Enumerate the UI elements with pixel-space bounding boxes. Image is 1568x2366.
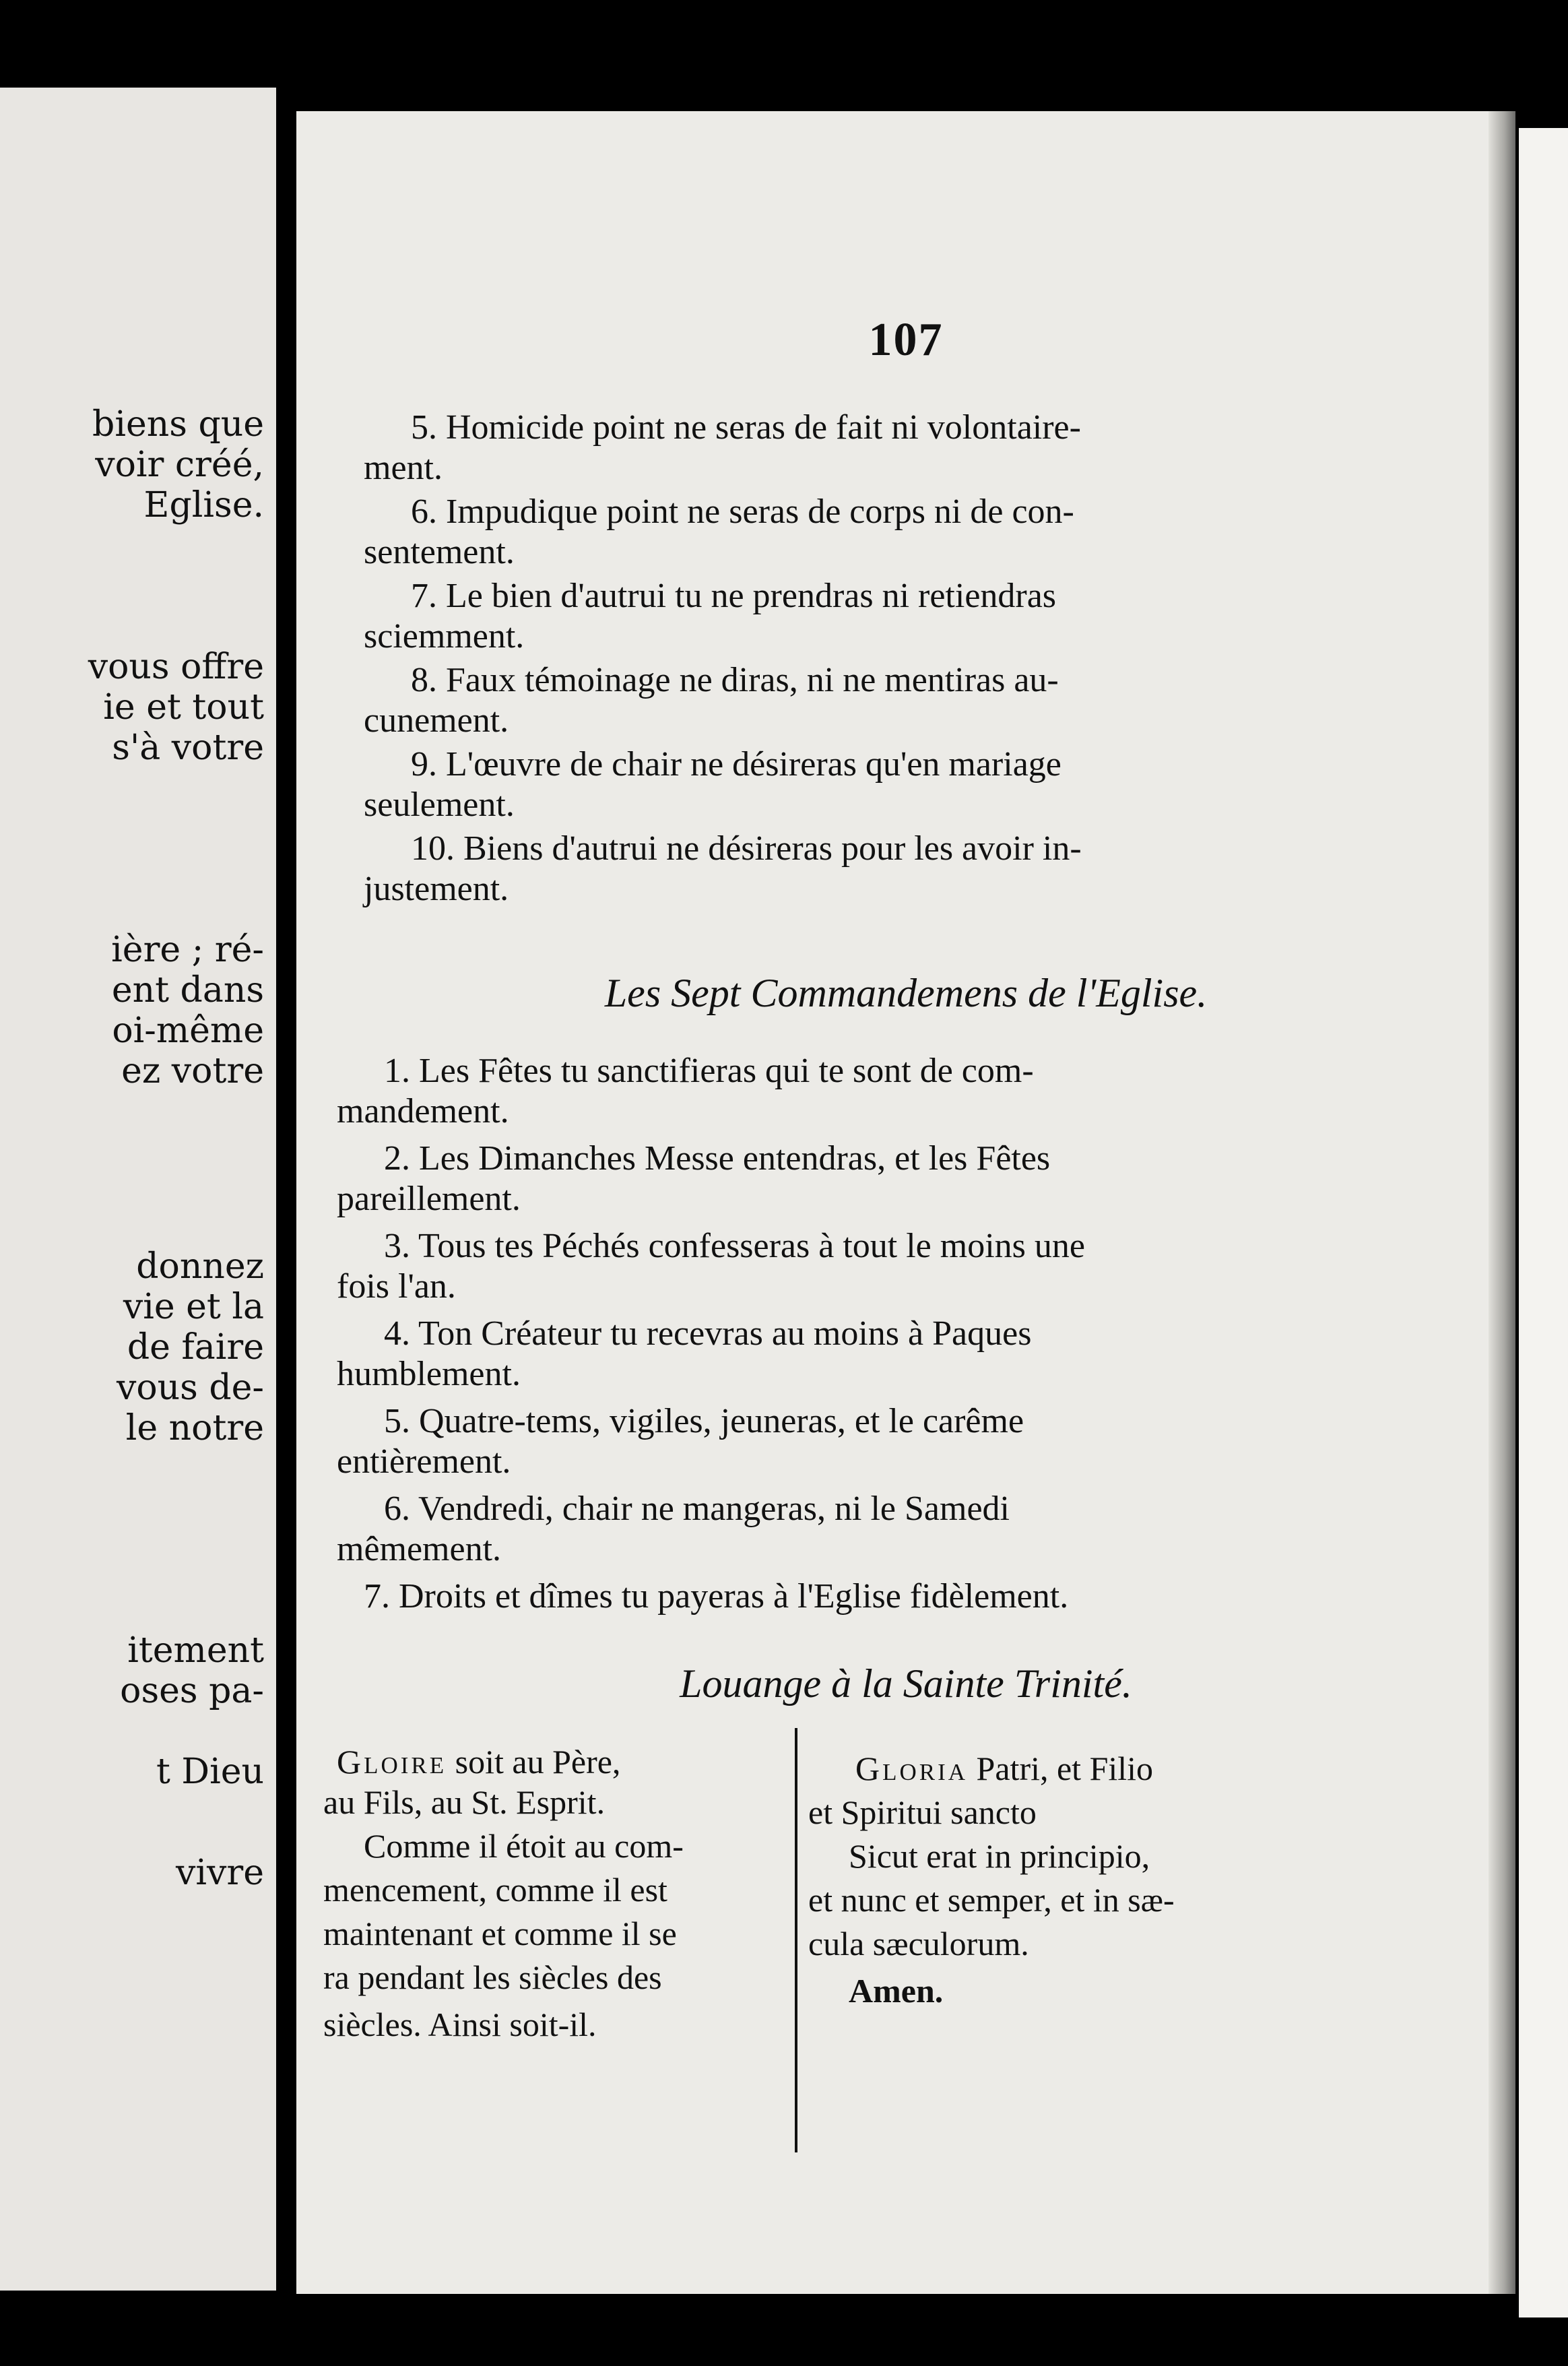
text-fragment: biens que	[92, 404, 264, 445]
text-fragment: t Dieu	[156, 1752, 264, 1792]
church-commandment-line: entièrement.	[337, 1442, 511, 1481]
prayer-line: Comme il étoit au com-	[364, 1827, 684, 1865]
prayer-line	[337, 1741, 620, 1782]
commandment-line: 8. Faux témoinage ne diras, ni ne mentiras au-	[411, 661, 1059, 699]
commandment-line: 10. Biens d'autrui ne désireras pour les avoir in-	[411, 829, 1082, 868]
prayer-line: et nunc et semper, et in sæ-	[808, 1881, 1175, 1919]
text-fragment: vous offre	[88, 647, 264, 687]
church-commandment-line: 4. Ton Créateur tu recevras au moins à Paques	[384, 1314, 1032, 1353]
text-fragment: oses pa-	[120, 1671, 264, 1711]
church-commandment-line: 5. Quatre-tems, vigiles, jeuneras, et le carême	[384, 1402, 1024, 1440]
church-commandment-line: 1. Les Fêtes tu sanctifieras qui te sont de com-	[384, 1052, 1034, 1090]
prayer-line: Sicut erat in principio,	[849, 1837, 1150, 1875]
commandment-line: sentement.	[364, 533, 515, 571]
text-fragment: ière ; ré-	[111, 930, 264, 970]
commandment-line: cunement.	[364, 701, 509, 740]
drop-word: Gloria	[855, 1750, 969, 1787]
prayer-line: au Fils, au St. Esprit.	[323, 1783, 606, 1821]
facing-page-fragment	[0, 88, 276, 2291]
commandment-line: 6. Impudique point ne seras de corps ni de con-	[411, 492, 1074, 531]
text-fragment: ie et tout	[103, 687, 264, 728]
church-commandment-line: 6. Vendredi, chair ne mangeras, ni le Samedi	[384, 1490, 1010, 1528]
page-number: 107	[868, 314, 944, 366]
church-commandment-line: mêmement.	[337, 1530, 502, 1568]
text-fragment: le notre	[125, 1408, 264, 1448]
text-fragment: vivre	[175, 1853, 264, 1893]
text-fragment: vie et la	[123, 1287, 264, 1327]
prayer-text: Patri, et Filio	[968, 1750, 1154, 1787]
text-fragment: s'à votre	[112, 728, 264, 768]
column-divider	[795, 1728, 797, 2152]
prayer-line: ra pendant les siècles des	[323, 1958, 662, 1996]
text-fragment: vous de-	[116, 1368, 264, 1408]
church-commandment-line: humblement.	[337, 1355, 521, 1393]
section-heading: Louange à la Sainte Trinité.	[680, 1661, 1132, 1706]
commandment-line: justement.	[364, 870, 509, 908]
commandment-line: seulement.	[364, 786, 515, 824]
next-page-edge	[1519, 128, 1568, 2317]
text-fragment: donnez	[136, 1246, 264, 1287]
drop-word: Gloire	[337, 1743, 447, 1781]
church-commandment-line: fois l'an.	[337, 1267, 456, 1306]
commandment-line: 5. Homicide point ne seras de fait ni volontaire-	[411, 408, 1081, 447]
text-fragment: oi-même	[112, 1011, 264, 1051]
commandment-line: sciemment.	[364, 617, 525, 656]
prayer-line: siècles. Ainsi soit-il.	[323, 2006, 597, 2043]
church-commandment-line: 7. Droits et dîmes tu payeras à l'Eglise fidèlement.	[364, 1577, 1069, 1616]
church-commandment-line: 2. Les Dimanches Messe entendras, et les Fêtes	[384, 1139, 1051, 1178]
commandment-line: ment.	[364, 449, 443, 487]
book-page	[296, 111, 1515, 2294]
church-commandment-line: pareillement.	[337, 1180, 521, 1218]
prayer-text: soit au Père,	[447, 1743, 621, 1781]
church-commandment-line: mandement.	[337, 1092, 509, 1130]
text-fragment: de faire	[127, 1327, 264, 1368]
text-fragment: ez votre	[121, 1051, 264, 1091]
commandment-line: 9. L'œuvre de chair ne désireras qu'en mariage	[411, 745, 1061, 784]
church-commandment-line: 3. Tous tes Péchés confesseras à tout le moins une	[384, 1227, 1085, 1265]
prayer-line: mencement, comme il est	[323, 1871, 667, 1909]
prayer-line: maintenant et comme il se	[323, 1915, 677, 1952]
text-fragment: Eglise.	[143, 485, 264, 525]
prayer-line: et Spiritui sancto	[808, 1793, 1037, 1831]
text-fragment: ent dans	[111, 970, 264, 1011]
prayer-line: Amen.	[849, 1972, 944, 2010]
commandment-line: 7. Le bien d'autrui tu ne prendras ni retiendras	[411, 577, 1057, 615]
text-fragment: itement	[127, 1630, 264, 1671]
section-heading: Les Sept Commandemens de l'Eglise.	[604, 971, 1208, 1015]
prayer-line: cula sæculorum.	[808, 1925, 1029, 1962]
prayer-line	[855, 1748, 1153, 1789]
text-fragment: voir créé,	[95, 445, 264, 485]
